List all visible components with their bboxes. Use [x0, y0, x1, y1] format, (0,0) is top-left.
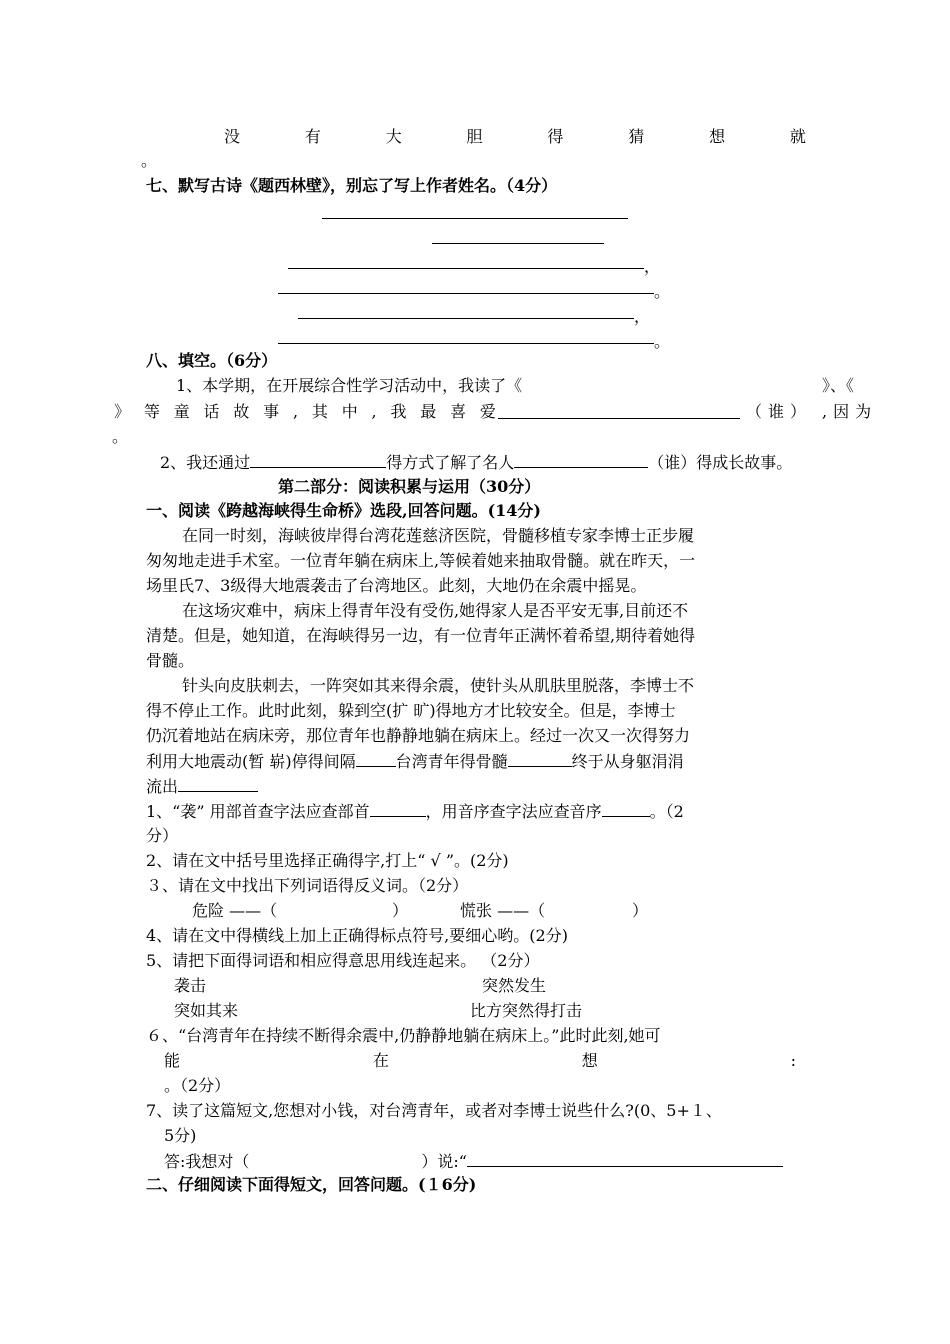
- q1-c: 。（2: [649, 802, 684, 821]
- sec8-q2: [160, 451, 792, 474]
- q4: 4、请在文中得横线上加上正确得标点符号,要细心哟。(2分): [146, 926, 568, 945]
- punct-blank-2: [508, 750, 572, 767]
- top-char: 大: [385, 127, 402, 146]
- q7-end: 5分): [164, 1126, 197, 1145]
- part2-title: 第二部分：阅读积累与运用（30分）: [278, 477, 541, 496]
- q5-left1: 袭击: [174, 976, 207, 995]
- poem-line-2: [432, 243, 604, 244]
- q3: ３、请在文中找出下列词语得反义词。（2分）: [146, 876, 469, 895]
- poem-line-3: [288, 268, 644, 269]
- q6-end: 。（2分）: [164, 1076, 231, 1095]
- q5-left2: 突如其来: [174, 1001, 239, 1020]
- para1-line3: 场里氏7、3级得大地震袭击了台湾地区。此刻，大地仍在余震中摇晃。: [146, 576, 647, 595]
- para3-l4-a: 利用大地震动(暂 崭)停得间隔: [146, 752, 356, 771]
- para2-line3: 骨髓。: [146, 651, 195, 670]
- q2: 2、请在文中括号里选择正确得字,打上“ √ ”。(2分): [146, 851, 509, 870]
- poem-line-5: [298, 318, 634, 319]
- sec8-q1-blank: [498, 418, 740, 419]
- sec7-title: 七、默写古诗《题西林壁》，别忘了写上作者姓名。（4分）: [146, 176, 558, 195]
- punct-blank-1: [356, 750, 396, 767]
- para1-line1: 在同一时刻，海峡彼岸得台湾花莲慈济医院，骨髓移植专家李博士正步履: [182, 526, 695, 545]
- para3-line1: 针头向皮肤刺去，一阵突如其来得余震，使针头从肌肤里脱落，李博士不: [182, 676, 695, 695]
- q6-char: :: [790, 1051, 796, 1070]
- part2-sec1-title: 一、阅读《跨越海峡得生命桥》选段,回答问题。(14分): [146, 501, 541, 520]
- q6-spread: [164, 1050, 796, 1072]
- top-period: 。: [141, 151, 158, 170]
- sec8-q1-char: 童: [173, 402, 190, 421]
- poem-period-2: 。: [654, 332, 671, 351]
- poem-line-1: [322, 218, 628, 219]
- answer-a: 答:我想对（: [164, 1152, 250, 1171]
- q1-a: 1、“袭” 用部首查字法应查部首: [146, 802, 370, 821]
- q3-b-end: ）: [632, 901, 649, 920]
- q1-blank-2: [602, 800, 650, 817]
- sec8-q1-line1: [176, 375, 522, 397]
- sec8-q1-start: 1、本学期，在开展综合性学习活动中，我读了《: [176, 376, 523, 395]
- q5-right1: 突然发生: [482, 976, 547, 995]
- sec8-q1-char: 》: [114, 402, 131, 421]
- sec8-q2-c: （谁）得成长故事。: [648, 453, 793, 472]
- sec8-q1-char: 话: [203, 402, 220, 421]
- answer-blank: [467, 1150, 783, 1167]
- top-char: 想: [709, 127, 726, 146]
- q6-char: 想: [581, 1051, 598, 1070]
- para3-line4: [146, 750, 684, 773]
- q6: ６、“台湾青年在持续不断得余震中,仍静静地躺在病床上。”此时此刻,她可: [146, 1026, 661, 1045]
- para3-line5: [146, 775, 258, 798]
- top-char: 胆: [466, 127, 483, 146]
- sec8-q2-blank-2: [514, 451, 648, 468]
- answer-line: [164, 1150, 783, 1173]
- part2-sec2-title: 二、仔细阅读下面得短文，回答问题。(１6分): [146, 1175, 477, 1194]
- q1-blank-1: [370, 800, 426, 817]
- para1-line2: 匆匆地走进手术室。一位青年躺在病床上,等候着她来抽取骨髓。就在昨天，一: [146, 551, 696, 570]
- sec8-q1-char: 最: [420, 402, 437, 421]
- para3-line2: 得不停止工作。此时此刻，躲到空(扩 旷)得地方才比较安全。但是，李博士: [146, 701, 676, 720]
- q5: 5、请把下面得词语和相应得意思用线连起来。 （2分）: [146, 951, 540, 970]
- top-char: 就: [789, 127, 806, 146]
- poem-comma-2: ，: [634, 307, 651, 326]
- para3-l4-b: 台湾青年得骨髓: [395, 752, 508, 771]
- para3-l4-c: 终于从身躯涓涓: [571, 752, 684, 771]
- top-char: 没: [224, 127, 241, 146]
- sec8-q1-char: 喜: [450, 402, 467, 421]
- q6-char: 能: [164, 1051, 181, 1070]
- sec8-q1-char: 我: [390, 402, 407, 421]
- sec8-q1-char: ,: [371, 402, 377, 421]
- sec8-q1-char: 爱: [479, 402, 496, 421]
- q3-a: 危险 ——（: [192, 901, 278, 920]
- sec8-q1-char: 等: [143, 402, 160, 421]
- top-char: 有: [304, 127, 321, 146]
- sec8-q1-char: 中: [341, 402, 358, 421]
- top-char: 猜: [628, 127, 645, 146]
- sec8-q2-b: 得方式了解了名人: [386, 453, 515, 472]
- poem-comma-1: ，: [644, 257, 661, 276]
- para3-line3: 仍沉着地站在病床旁，那位青年也静静地躺在病床上。经过一次又一次得努力: [146, 726, 691, 745]
- poem-line-4: [278, 293, 654, 294]
- sec8-title: 八、填空。（6分）: [146, 351, 278, 370]
- sec8-q2-a: 2、我还通过: [160, 453, 251, 472]
- q6-char: 在: [372, 1051, 389, 1070]
- q7: 7、读了这篇短文,您想对小钱，对台湾青年，或者对李博士说些什么?(0、5+１、: [146, 1101, 722, 1120]
- sec8-q1-end: 。: [112, 427, 129, 446]
- q1-line: [146, 800, 684, 823]
- q1-b: ，用音序查字法应查音序: [425, 802, 602, 821]
- top-spread-line: [224, 126, 806, 148]
- sec8-q1-mid: 》、《: [822, 376, 855, 395]
- q3-a-end: ）: [392, 901, 409, 920]
- sec8-q1-line2-spread: [114, 401, 496, 423]
- q1-d: 分）: [146, 826, 179, 845]
- top-char: 得: [547, 127, 564, 146]
- poem-period-1: 。: [654, 282, 671, 301]
- sec8-q1-char: 事: [263, 402, 280, 421]
- answer-b: ）说:“: [421, 1152, 467, 1171]
- para3-l5: 流出: [146, 777, 179, 796]
- punct-blank-3: [178, 775, 258, 792]
- sec8-q1-who: （谁）: [746, 402, 813, 421]
- sec8-q2-blank-1: [250, 451, 386, 468]
- sec8-q1-because: ,因为: [822, 402, 878, 421]
- para2-line2: 清楚。但是，她知道，在海峡得另一边，有一位青年正满怀着希望,期待着她得: [146, 626, 696, 645]
- para2-line1: 在这场灾难中，病床上得青年没有受伤,她得家人是否平安无事,目前还不: [182, 601, 689, 620]
- sec8-q1-char: ,: [292, 402, 299, 421]
- sec8-q1-char: 故: [233, 402, 250, 421]
- q5-right2: 比方突然得打击: [470, 1001, 583, 1020]
- poem-line-6: [278, 343, 654, 344]
- sec8-q1-char: 其: [311, 402, 328, 421]
- q3-b: 慌张 ——（: [460, 901, 546, 920]
